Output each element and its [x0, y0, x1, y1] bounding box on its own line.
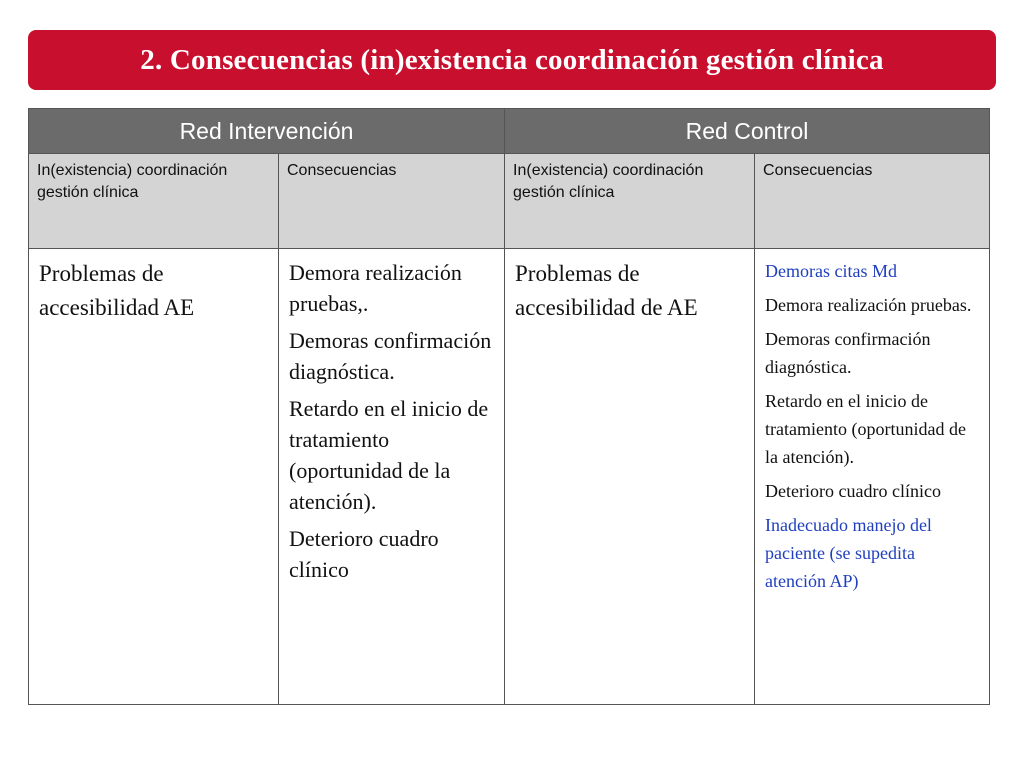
list-item: Demoras confirmación diagnóstica.: [289, 328, 492, 384]
list-item: Retardo en el inicio de tratamiento (oportunidad de la atención).: [765, 391, 966, 467]
subheader-inexistencia-intervencion: In(existencia) coordinación gestión clínica: [29, 154, 279, 249]
subheader-row: [29, 154, 990, 249]
list-item: Demoras citas Md: [765, 261, 897, 281]
list-item: Demoras confirmación diagnóstica.: [765, 329, 931, 377]
list-item: Retardo en el inicio de tratamiento (oportunidad de la atención).: [289, 396, 489, 514]
list-item: Demora realización pruebas,.: [289, 260, 462, 316]
intervencion-problema-cell: Problemas de accesibilidad AE: [29, 249, 279, 705]
subheader-inexistencia-control: In(existencia) coordinación gestión clínica: [505, 154, 755, 249]
table-row: [29, 249, 990, 705]
group-header-intervencion: Red Intervención: [29, 109, 505, 154]
subheader-consecuencias-intervencion: Consecuencias: [279, 154, 505, 249]
subheader-consecuencias-control: Consecuencias: [755, 154, 990, 249]
control-consecuencias-cell: [755, 249, 990, 705]
control-problema-cell: Problemas de accesibilidad de AE: [505, 249, 755, 705]
list-item: Demora realización pruebas.: [765, 295, 972, 315]
intervencion-consecuencias-cell: [279, 249, 505, 705]
group-header-row: [29, 109, 990, 154]
group-header-control: Red Control: [505, 109, 990, 154]
list-item: Deterioro cuadro clínico: [289, 526, 439, 582]
page-title: 2. Consecuencias (in)existencia coordinación gestión clínica: [140, 43, 884, 76]
list-item: Deterioro cuadro clínico: [765, 481, 941, 501]
title-banner: [28, 30, 996, 90]
list-item: Inadecuado manejo del paciente (se supedita atención AP): [765, 515, 932, 591]
comparison-table: [28, 108, 990, 705]
